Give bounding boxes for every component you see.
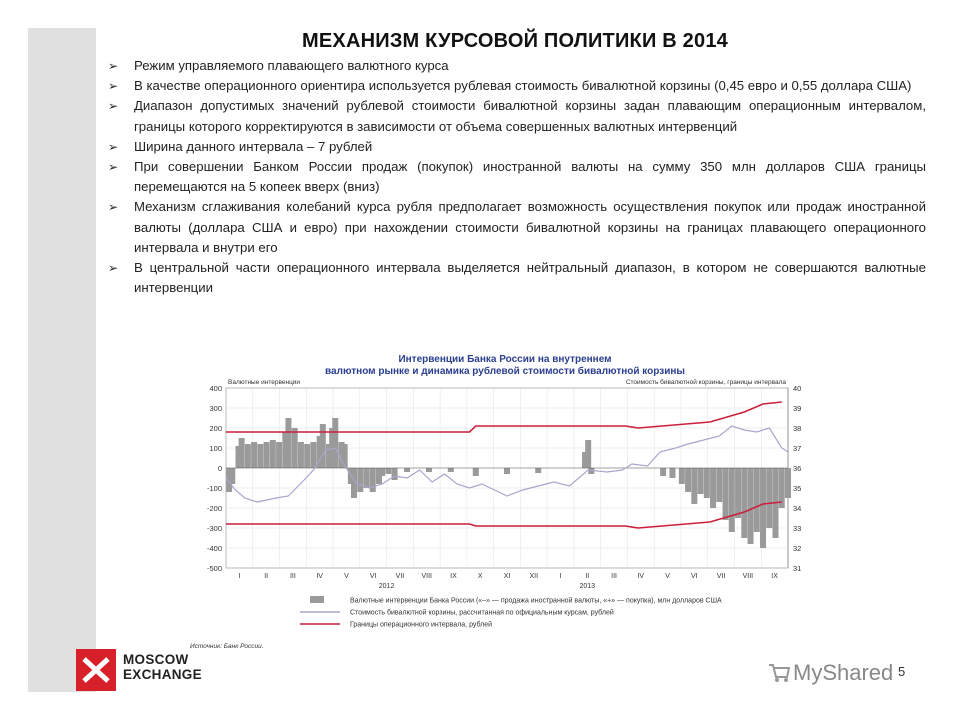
intervention-bar bbox=[729, 468, 735, 532]
bullet-arrow-icon: ➢ bbox=[108, 261, 119, 276]
left-tick-label: 100 bbox=[209, 444, 222, 453]
bullet-item bbox=[108, 258, 926, 298]
intervention-bar bbox=[691, 468, 697, 504]
chart-title: Интервенции Банка России на внутреннем валютном рынке и динамика рублевой стоимости бивалютной корзины bbox=[325, 354, 685, 377]
intervention-bar bbox=[264, 442, 270, 468]
bullet-text: В центральной части операционного интервала выделяется нейтральный диапазон, в котором не совершаются валютные интервенции bbox=[134, 260, 926, 296]
month-label: XI bbox=[503, 573, 511, 580]
slide-title: МЕХАНИЗМ КУРСОВОЙ ПОЛИТИКИ В 2014 bbox=[302, 30, 728, 52]
month-label: V bbox=[665, 573, 670, 580]
intervention-bar bbox=[710, 468, 716, 508]
bullet-arrow-icon: ➢ bbox=[108, 99, 119, 114]
right-tick-label: 32 bbox=[793, 544, 802, 553]
intervention-bar bbox=[760, 468, 766, 548]
intervention-bar bbox=[257, 444, 263, 468]
legend-label: Границы операционного интервала, рублей bbox=[350, 621, 493, 629]
left-axis-label: Валютные интервенции bbox=[228, 379, 301, 386]
page-number: 5 bbox=[898, 664, 906, 679]
intervention-bar bbox=[229, 468, 235, 484]
intervention-bar bbox=[704, 468, 710, 498]
intervention-bar bbox=[342, 444, 348, 468]
chart-source: Источник: Банк России. bbox=[190, 643, 264, 650]
bullet-item bbox=[108, 96, 926, 136]
left-decoration-bar bbox=[28, 28, 96, 692]
plot-frame bbox=[226, 388, 788, 568]
intervention-bar bbox=[785, 468, 791, 498]
watermark-text: MyShared bbox=[793, 660, 894, 685]
cart-icon bbox=[768, 663, 790, 683]
month-label: VI bbox=[691, 573, 698, 580]
month-label: IV bbox=[316, 573, 323, 580]
left-tick-label: -400 bbox=[206, 544, 222, 553]
right-tick-label: 36 bbox=[793, 464, 802, 473]
bullet-item bbox=[108, 56, 926, 76]
intervention-bar bbox=[535, 468, 541, 473]
year-label: 2013 bbox=[579, 583, 596, 590]
bullet-arrow-icon: ➢ bbox=[108, 160, 119, 175]
intervention-bar bbox=[251, 442, 257, 468]
intervention-bar bbox=[320, 424, 326, 468]
left-tick-label: -500 bbox=[206, 564, 222, 573]
right-tick-label: 31 bbox=[793, 564, 802, 573]
month-label: X bbox=[477, 573, 483, 580]
intervention-bar bbox=[766, 468, 772, 528]
right-tick-label: 39 bbox=[793, 404, 802, 413]
intervention-bar bbox=[404, 468, 410, 472]
bullet-text: Ширина данного интервала – 7 рублей bbox=[134, 138, 373, 154]
intervention-bar bbox=[285, 418, 291, 468]
intervention-bar bbox=[245, 444, 251, 468]
right-tick-label: 35 bbox=[793, 484, 802, 493]
bullet-arrow-icon: ➢ bbox=[108, 139, 119, 154]
month-label: IX bbox=[771, 573, 778, 580]
intervention-bar bbox=[504, 468, 510, 474]
bullet-item bbox=[108, 157, 926, 197]
bullet-text: Механизм сглаживания колебаний курса рубля предполагает возможность осуществления покупок или продаж иностранной валюты (доллара США и евро) при нахождении стоимости бивалютной корзины на границах плавающего операционного интервала и внутри его bbox=[134, 199, 926, 255]
intervention-bar bbox=[239, 438, 245, 468]
intervention-bar bbox=[723, 468, 729, 520]
legend-label: Стоимость бивалютной корзины, рассчитанная по официальным курсам, рублей bbox=[350, 609, 614, 617]
bullet-arrow-icon: ➢ bbox=[108, 59, 119, 73]
intervention-bar bbox=[698, 468, 704, 494]
bullet-arrow-icon: ➢ bbox=[108, 200, 119, 215]
left-tick-label: 0 bbox=[217, 464, 222, 473]
bullet-item bbox=[108, 197, 926, 258]
intervention-bar bbox=[748, 468, 754, 544]
month-label: II bbox=[585, 573, 590, 580]
intervention-bar bbox=[276, 442, 282, 468]
intervention-bar bbox=[585, 440, 591, 468]
logo-line-moscow: MOSCOW bbox=[123, 652, 189, 667]
left-tick-label: 400 bbox=[209, 384, 222, 393]
month-label: I bbox=[238, 573, 241, 580]
left-tick-label: -100 bbox=[206, 484, 222, 493]
legend-label: Валютные интервенции Банка России («–» — продажа иностранной валюты, «+» — покупка), млн долларов США bbox=[350, 597, 722, 605]
bullet-text: Режим управляемого плавающего валютного курса bbox=[134, 58, 449, 73]
intervention-bar bbox=[669, 468, 675, 478]
left-tick-label: 200 bbox=[209, 424, 222, 433]
legend-bar-swatch bbox=[310, 596, 324, 603]
month-label: IX bbox=[450, 573, 457, 580]
intervention-bar bbox=[685, 468, 691, 492]
intervention-bar bbox=[364, 468, 370, 488]
bullet-text: В качестве операционного ориентира используется рублевая стоимость бивалютной корзины (0,45 евро и 0,55 доллара США) bbox=[134, 78, 912, 94]
right-tick-label: 33 bbox=[793, 524, 802, 533]
month-label: I bbox=[559, 573, 562, 580]
right-tick-label: 40 bbox=[793, 384, 802, 393]
left-tick-label: -300 bbox=[206, 524, 222, 533]
intervention-bar bbox=[448, 468, 454, 472]
intervention-bar bbox=[679, 468, 685, 484]
month-label: VIII bbox=[742, 573, 754, 580]
logo-line-exchange: EXCHANGE bbox=[123, 667, 202, 682]
month-label: II bbox=[264, 573, 269, 580]
intervention-bar bbox=[735, 468, 741, 518]
intervention-bar bbox=[741, 468, 747, 538]
month-label: VIII bbox=[421, 573, 432, 580]
month-label: VII bbox=[395, 573, 405, 580]
intervention-bar bbox=[754, 468, 760, 532]
year-label: 2012 bbox=[378, 583, 395, 590]
intervention-bar bbox=[370, 468, 376, 492]
right-tick-label: 34 bbox=[793, 504, 802, 513]
month-label: XII bbox=[529, 573, 539, 580]
intervention-bar bbox=[357, 468, 363, 492]
bullet-item bbox=[108, 137, 926, 157]
month-label: VI bbox=[369, 573, 377, 580]
month-label: V bbox=[344, 573, 349, 580]
bullet-list bbox=[108, 56, 926, 298]
bullet-text: Диапазон допустимых значений рублевой стоимости бивалютной корзины задан плавающим операционным интервалом, границы которого корректируются в зависимости от объема совершенных валютных интервенций bbox=[134, 98, 926, 134]
month-label: VII bbox=[716, 573, 726, 580]
intervention-bar bbox=[379, 468, 385, 476]
intervention-bar bbox=[292, 428, 298, 468]
left-tick-label: 300 bbox=[209, 404, 222, 413]
left-tick-label: -200 bbox=[206, 504, 222, 513]
right-tick-label: 37 bbox=[793, 444, 802, 453]
intervention-bar bbox=[270, 440, 276, 468]
month-label: III bbox=[289, 573, 296, 580]
intervention-bar bbox=[385, 468, 391, 474]
right-tick-label: 38 bbox=[793, 424, 802, 433]
intervention-bar bbox=[473, 468, 479, 476]
myshared-watermark bbox=[768, 660, 893, 686]
intervention-bar bbox=[716, 468, 722, 502]
intervention-bar bbox=[304, 444, 310, 468]
intervention-bar bbox=[310, 442, 316, 468]
intervention-bar bbox=[392, 468, 398, 480]
month-label: IV bbox=[637, 573, 645, 580]
intervention-bar bbox=[426, 468, 432, 472]
logo-wordmark bbox=[123, 652, 202, 682]
right-axis-label: Стоимость бивалютной корзины, границы интервала bbox=[625, 379, 786, 386]
month-label: III bbox=[611, 573, 617, 580]
intervention-bar bbox=[660, 468, 666, 476]
intervention-bar bbox=[298, 442, 304, 468]
bullet-arrow-icon: ➢ bbox=[108, 79, 119, 94]
intervention-bar bbox=[332, 418, 338, 468]
bullet-item bbox=[108, 76, 926, 96]
bullet-text: При совершении Банком России продаж (покупок) иностранной валюты на сумму 350 млн долларов США границы перемещаются на 5 копеек вверх (вниз) bbox=[134, 159, 926, 195]
intervention-chart bbox=[180, 348, 830, 658]
